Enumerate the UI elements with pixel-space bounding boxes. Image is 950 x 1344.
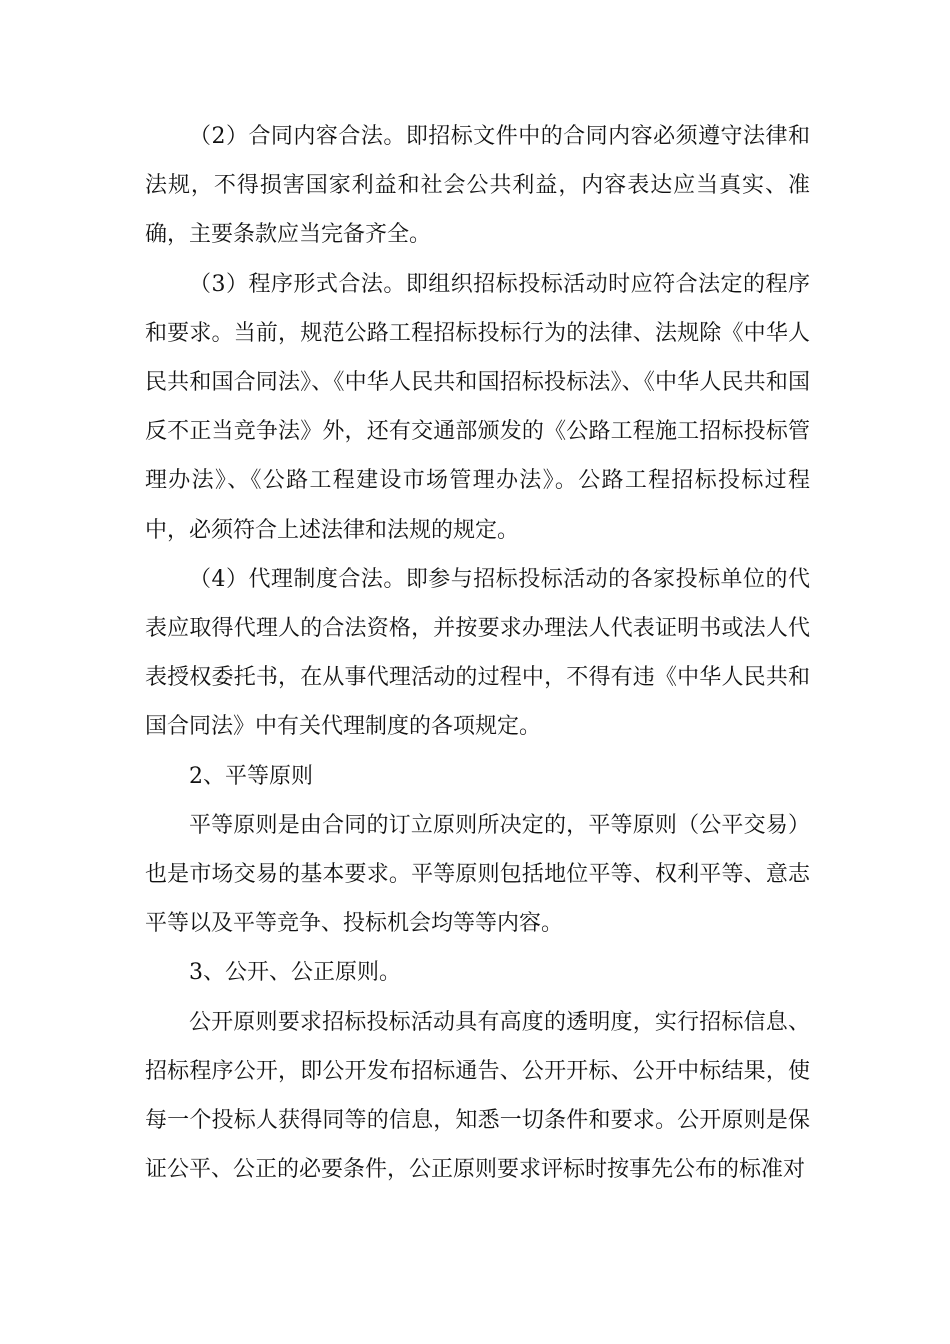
heading-equality-principle: 2、平等原则 <box>189 763 313 789</box>
paragraph-contract-content-legal: （2）合同内容合法。即招标文件中的合同内容必须遵守法律和法规，不得损害国家利益和社会公共利益，内容表达应当真实、准确，主要条款应当完备齐全。 <box>145 124 810 248</box>
paragraph-procedure-form-legal: （3）程序形式合法。即组织招标投标活动时应符合法定的程序和要求。当前，规范公路工程招标投标行为的法律、法规除《中华人民共和国合同法》、《中华人民共和国招标投标法》、《中华人民共和国反不正当竞争法》外，还有交通部颁发的《公路工程施工招标投标管理办法》、《公路工程建设市场管理办法》。公路工程招标投标过程中，必须符合上述法律和法规的规定。 <box>145 271 810 543</box>
paragraph-openness-principle: 公开原则要求招标投标活动具有高度的透明度，实行招标信息、招标程序公开，即公开发布招标通告、公开开标、公开中标结果，使每一个投标人获得同等的信息，知悉一切条件和要求。公开原则是保证公平、公正的必要条件，公正原则要求评标时按事先公布的标准对 <box>145 1009 810 1183</box>
paragraph-equality-principle: 平等原则是由合同的订立原则所决定的，平等原则（公平交易）也是市场交易的基本要求。平等原则包括地位平等、权利平等、意志平等以及平等竞争、投标机会均等等内容。 <box>145 812 810 937</box>
document-body <box>145 112 810 1194</box>
heading-openness-fairness-principle: 3、公开、公正原则。 <box>189 960 401 986</box>
paragraph-agency-system-legal: （4）代理制度合法。即参与招标投标活动的各家投标单位的代表应取得代理人的合法资格，并按要求办理法人代表证明书或法人代表授权委托书，在从事代理活动的过程中，不得有违《中华人民共和国合同法》中有关代理制度的各项规定。 <box>145 566 810 740</box>
